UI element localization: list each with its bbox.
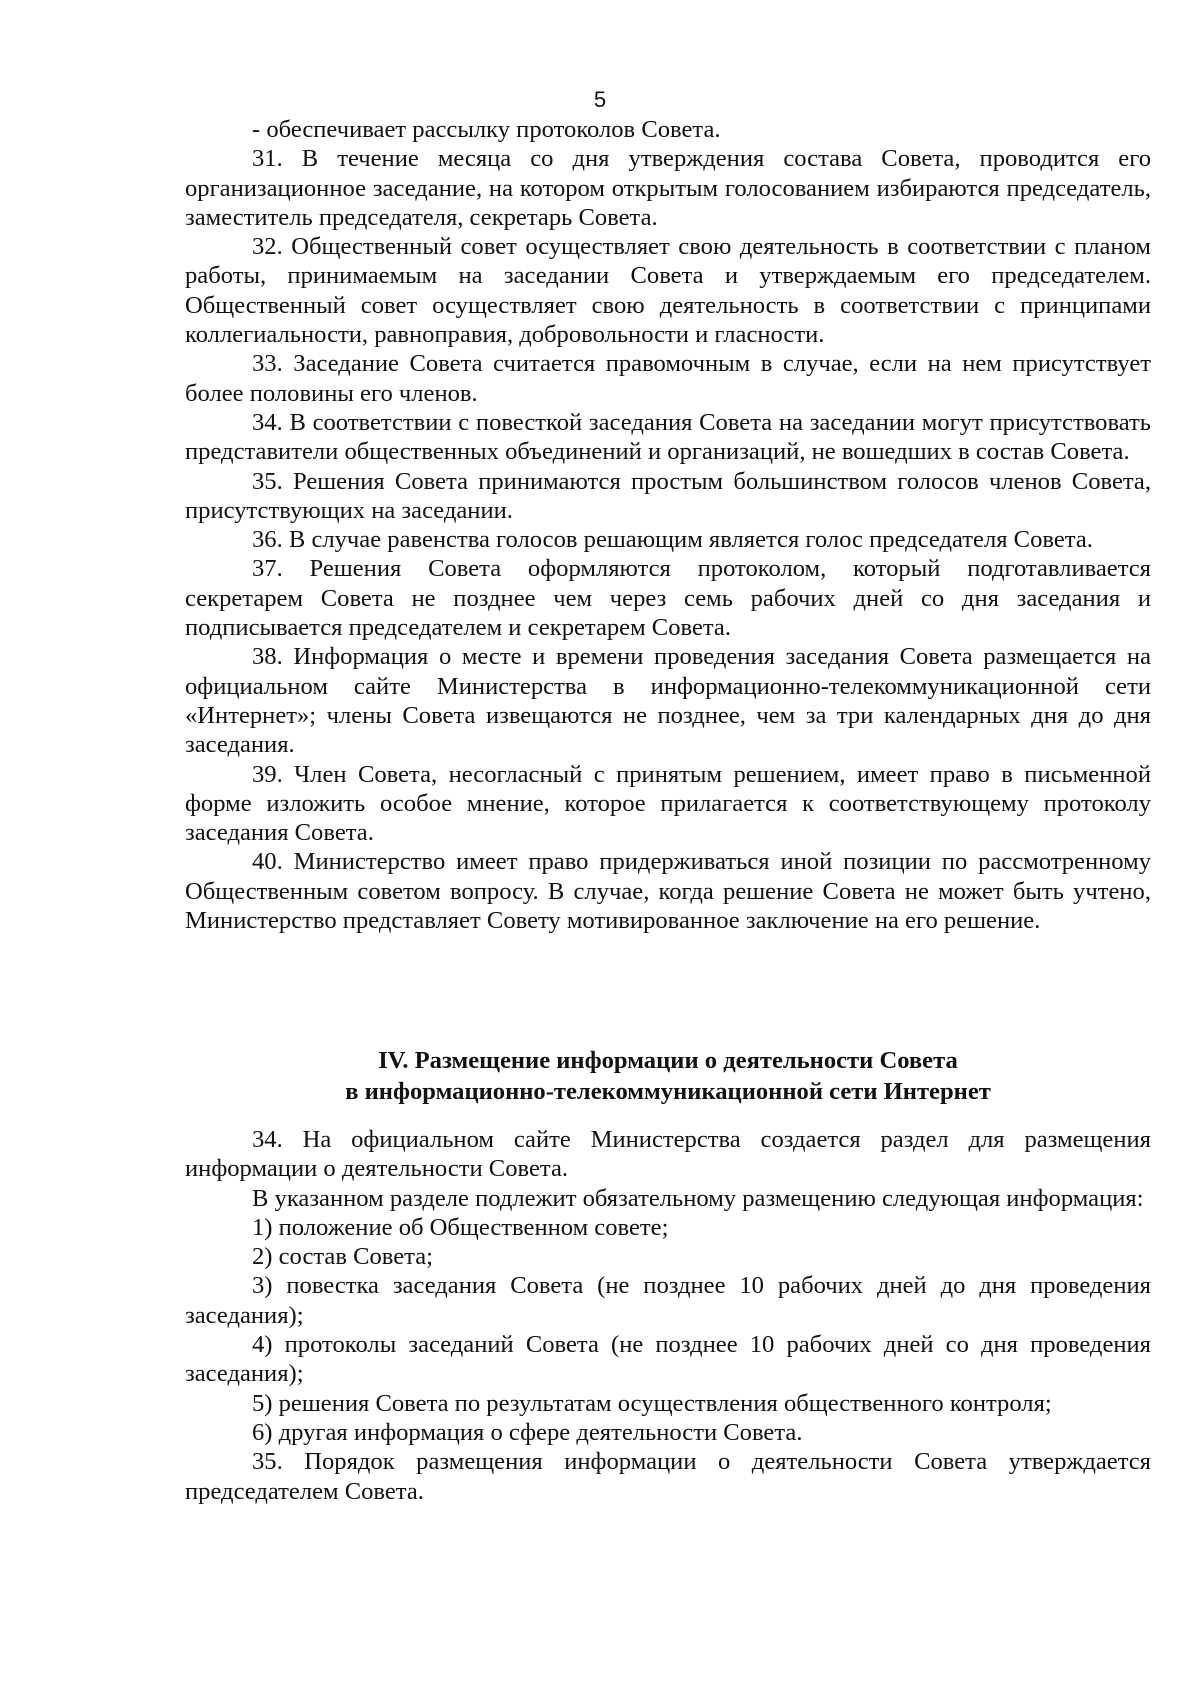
section-four-heading-line1: IV. Размещение информации о деятельности Совета [378, 1047, 958, 1074]
list-item-3: 3) повестка заседания Совета (не позднее 10 рабочих дней до дня проведения заседания); [185, 1272, 1151, 1329]
page-number: 5 [593, 87, 607, 112]
paragraph-38: 38. Информация о месте и времени проведения заседания Совета размещается на официальном сайте Министерства в информационно-телекоммуникационной сети «Интернет»; члены Совета извещаются не позднее, чем за три календарных дня до дня заседания. [185, 643, 1151, 759]
section-four-heading-line2: в информационно-телекоммуникационной сети Интернет [345, 1078, 991, 1105]
paragraph-protocol-mailing: - обеспечивает рассылку протоколов Совета. [252, 116, 721, 143]
list-item-2: 2) состав Совета; [252, 1243, 433, 1271]
paragraph-32: 32. Общественный совет осуществляет свою деятельность в соответствии с планом работы, принимаемым на заседании Совета и утверждаемым его председателем. Общественный совет осуществляет свою деятельность в соответствии с принципами коллегиальности, равноправия, добровольности и гласности. [185, 233, 1151, 349]
section-four-body [185, 1125, 1151, 1506]
paragraph-iv-34: 34. На официальном сайте Министерства создается раздел для размещения информации о деятельности Совета. [185, 1126, 1151, 1183]
paragraph-37: 37. Решения Совета оформляются протоколом, который подготавливается секретарем Совета не позднее чем через семь рабочих дней со дня заседания и подписывается председателем и секретарем Совета. [185, 555, 1151, 642]
list-item-6: 6) другая информация о сфере деятельности Совета. [252, 1418, 803, 1446]
paragraph-31: 31. В течение месяца со дня утверждения состава Совета, проводится его организационное заседание, на котором открытым голосованием избираются председатель, заместитель председателя, секретарь Совета. [185, 145, 1151, 231]
list-item-4: 4) протоколы заседаний Совета (не позднее 10 рабочих дней со дня проведения заседания); [185, 1331, 1151, 1388]
list-item-5: 5) решения Совета по результатам осуществления общественного контроля; [252, 1389, 1052, 1417]
paragraph-iv-35: 35. Порядок размещения информации о деятельности Совета утверждается председателем Совета. [185, 1448, 1151, 1505]
paragraph-39: 39. Член Совета, несогласный с принятым решением, имеет право в письменной форме изложить особое мнение, которое прилагается к соответствующему протоколу заседания Совета. [185, 760, 1151, 847]
paragraph-34: 34. В соответствии с повесткой заседания Совета на заседании могут присутствовать представители общественных объединений и организаций, не вошедших в состав Совета. [185, 408, 1151, 466]
list-item-1: 1) положение об Общественном совете; [252, 1213, 669, 1241]
paragraph-33: 33. Заседание Совета считается правомочным в случае, если на нем присутствует более половины его членов. [185, 350, 1151, 407]
section-four-heading [185, 1045, 1151, 1107]
paragraph-40: 40. Министерство имеет право придерживаться иной позиции по рассмотренному Общественным советом вопросу. В случае, когда решение Совета не может быть учтено, Министерство представляет Совету мотивированное заключение на его решение. [185, 848, 1151, 935]
paragraph-35: 35. Решения Совета принимаются простым большинством голосов членов Совета, присутствующих на заседании. [185, 467, 1151, 524]
section-three-tail [185, 115, 1151, 935]
paragraph-36: 36. В случае равенства голосов решающим является голос председателя Совета. [252, 526, 1093, 554]
paragraph-iv-required-info: В указанном разделе подлежит обязательному размещению следующая информация: [252, 1184, 1144, 1212]
